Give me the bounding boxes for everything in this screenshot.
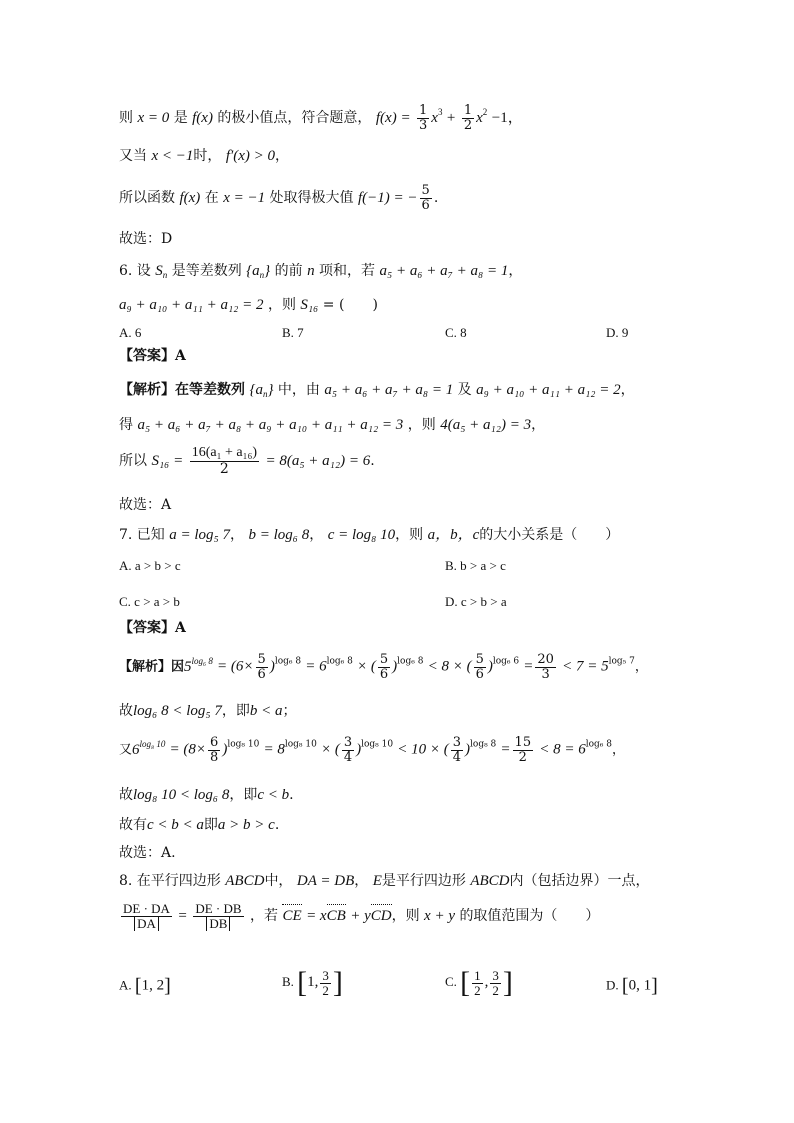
text: 中，由 <box>277 382 320 398</box>
math: f(x) <box>192 110 213 127</box>
text: ， <box>508 263 523 279</box>
text: ， <box>230 527 245 543</box>
q6-answer <box>119 348 186 365</box>
math <box>155 263 167 279</box>
text: ， <box>634 659 648 675</box>
math: c < b < a <box>147 817 204 833</box>
math: = (8× <box>169 741 207 758</box>
numerator: 5 <box>475 652 484 667</box>
math: b = log₆ 8 <box>248 527 310 543</box>
bracket: ] <box>332 966 343 999</box>
math: = <box>500 741 511 758</box>
text: 及 <box>457 382 472 398</box>
q7-solution-1 <box>119 653 648 681</box>
numerator: 3 <box>492 967 499 983</box>
base: 6 <box>132 741 140 758</box>
text: ，则 <box>267 297 296 313</box>
math: × ( <box>357 658 376 675</box>
math: = (6× <box>217 658 254 675</box>
option-label: C. c > a > b <box>119 594 180 609</box>
vector: CE <box>282 908 302 925</box>
math <box>431 107 443 127</box>
math: = 6 <box>305 658 327 675</box>
option-label: D. <box>606 977 619 993</box>
q6-solution-2 <box>119 416 545 434</box>
numerator: 3 <box>343 735 353 750</box>
answer-choice-5 <box>119 231 172 248</box>
denominator: 2 <box>474 982 481 998</box>
option-label: A. a > b > c <box>119 558 181 573</box>
math: f(x) <box>179 190 201 207</box>
q7-option-b[interactable] <box>445 558 506 574</box>
line-derivative <box>119 147 289 165</box>
exp: 2 <box>482 107 488 118</box>
var: S <box>155 263 163 279</box>
question-8 <box>119 872 649 890</box>
math <box>476 107 488 127</box>
math: < 10 × ( <box>397 741 449 758</box>
math: log₈ 10 < log₆ 8 <box>133 787 230 803</box>
q7-solution-4 <box>119 786 294 804</box>
math: S₁₆ <box>300 297 319 313</box>
math: a₉ + a₁₀ + a₁₁ + a₁₂ = 2 <box>476 382 621 398</box>
sub: n <box>162 270 168 280</box>
math: x < −1 <box>151 148 194 164</box>
math: a₅ + a₆ + a₇ + a₈ = 1 <box>324 382 454 398</box>
fraction <box>490 969 501 997</box>
exp: log₈ 10 <box>227 739 260 750</box>
q7-option-c[interactable] <box>119 594 180 610</box>
denominator <box>121 917 172 931</box>
numerator: 20 <box>537 652 554 667</box>
option-label: D. 9 <box>606 325 629 340</box>
exp: log₈ 10 <box>139 738 166 749</box>
var: x <box>431 110 438 127</box>
math: E <box>372 873 382 889</box>
question-6 <box>119 262 522 281</box>
var: {a <box>249 382 263 398</box>
q6-option-b[interactable] <box>282 325 304 341</box>
text: 8. 在平行四边形 <box>119 873 221 889</box>
denominator: 2 <box>463 117 473 133</box>
text: 所以 <box>119 453 147 470</box>
q7-solution-2 <box>119 702 297 720</box>
text: 内（包括边界）一点， <box>509 873 650 889</box>
text: 的极小值点，符合题意， <box>217 110 372 127</box>
q8-option-a[interactable] <box>119 975 171 998</box>
bracket: [ <box>134 975 142 997</box>
math: c < b <box>257 787 290 803</box>
numerator: DE · DA <box>123 901 170 916</box>
fraction <box>121 902 172 930</box>
text: ，则 <box>407 417 436 433</box>
fraction <box>320 969 331 997</box>
numerator: 5 <box>421 183 430 198</box>
denominator: 2 <box>322 982 329 998</box>
math: = x <box>306 908 327 925</box>
fraction <box>417 104 429 132</box>
fraction <box>474 653 486 681</box>
numerator: 15 <box>514 735 532 750</box>
text: ，若 <box>249 908 278 925</box>
denominator: 6 <box>257 666 266 682</box>
text: 项和，若 <box>319 263 376 279</box>
magnitude: DB <box>206 916 230 931</box>
text: 的大小关系是（ ） <box>479 527 620 543</box>
text: ，即 <box>229 787 258 803</box>
text: 故选：A. <box>119 845 176 861</box>
denominator: 6 <box>421 197 430 213</box>
text: ， <box>612 742 626 758</box>
var: } <box>264 263 271 279</box>
text: ， <box>620 382 635 398</box>
denominator: 6 <box>475 666 484 682</box>
math: ) <box>392 658 398 675</box>
text: 【答案】A <box>119 620 186 636</box>
text: 即 <box>203 817 218 833</box>
bracket: [ <box>621 975 629 997</box>
q6-option-c[interactable] <box>445 325 467 341</box>
numerator: 1 <box>463 103 473 118</box>
math: a₅ + a₆ + a₇ + a₈ = 1 <box>379 263 509 279</box>
vector: CB <box>326 908 346 925</box>
fraction <box>420 184 432 212</box>
line-max-value <box>119 184 438 212</box>
text: 中， <box>264 873 293 889</box>
math: ) <box>269 658 275 675</box>
sub: n <box>262 389 268 399</box>
math: S₁₆ = <box>151 453 184 470</box>
vector: CD <box>370 908 392 925</box>
math: 4(a₅ + a₁₂) = 3 <box>440 417 532 433</box>
base: 5 <box>184 658 192 675</box>
option-label: B. 7 <box>282 325 304 340</box>
text: . <box>274 817 280 833</box>
math: ABCD <box>225 873 265 889</box>
option-label: D. c > b > a <box>445 594 507 609</box>
option-label: B. <box>282 973 294 989</box>
option-label: A. 6 <box>119 325 142 340</box>
denominator: 2 <box>219 460 229 477</box>
text: 故选：A <box>119 497 172 513</box>
bracket: [ <box>297 966 308 999</box>
op: = <box>178 908 187 925</box>
var: {a <box>246 263 260 279</box>
op: + <box>446 110 456 127</box>
q6-solution-3 <box>119 446 375 476</box>
text: ， <box>309 527 324 543</box>
fraction <box>462 104 474 132</box>
option-value: 1, 2 <box>141 977 165 994</box>
text: 所以函数 <box>119 190 175 207</box>
magnitude: DA <box>134 916 159 931</box>
text: ，则 <box>391 908 420 925</box>
line-conclusion-min <box>119 104 523 132</box>
numerator: 3 <box>322 967 329 983</box>
q6-option-a[interactable] <box>119 325 141 341</box>
bracket: [ <box>460 966 471 999</box>
math: log₆ 8 < log₅ 7 <box>133 703 222 719</box>
text: 时， <box>193 148 222 164</box>
math: ) <box>356 741 362 758</box>
option-label: A. <box>119 977 132 993</box>
exp: log₆ 8 <box>397 656 424 667</box>
math: f(−1) = − <box>358 190 418 207</box>
text: 又 <box>119 742 133 758</box>
math: = 8(a₅ + a₁₂) = 6 <box>265 453 371 470</box>
denominator <box>193 917 243 931</box>
text: ， <box>531 417 546 433</box>
math <box>249 382 273 398</box>
exp: log₈ 8 <box>470 739 497 750</box>
text: 故 <box>119 787 133 803</box>
math: x = 0 <box>137 110 170 127</box>
text: . <box>370 453 375 470</box>
exp: log₈ 10 <box>284 739 317 750</box>
numerator: 5 <box>257 652 266 667</box>
exp: log₆ 8 <box>326 656 353 667</box>
denominator: 6 <box>379 666 389 682</box>
text: 【解析】因 <box>119 659 185 675</box>
q8-option-b[interactable] <box>282 966 343 1000</box>
text: ， <box>275 148 290 164</box>
comma: , <box>484 973 489 990</box>
fraction <box>208 736 220 764</box>
text: 是 <box>173 110 188 127</box>
q7-solution-3 <box>119 736 625 764</box>
option-value: 0, 1 <box>628 977 652 994</box>
math: f′(x) > 0 <box>225 148 276 164</box>
bracket: ] <box>164 975 171 997</box>
math: ) <box>487 658 493 675</box>
math: b < a <box>249 703 283 719</box>
text: 在 <box>204 190 219 207</box>
question-8-cont <box>119 902 599 930</box>
math <box>184 655 213 675</box>
exp: log₆ 6 <box>492 656 520 667</box>
numerator: 16(a₁ + a₁₆) <box>191 445 258 460</box>
fraction <box>513 736 534 764</box>
numerator: 6 <box>210 735 219 750</box>
numerator: DE · DB <box>195 901 242 916</box>
numerator: 1 <box>419 103 428 118</box>
bracket: ] <box>502 966 513 999</box>
math: n <box>307 263 315 279</box>
denominator: 2 <box>492 982 499 998</box>
denominator: 4 <box>452 749 462 765</box>
denominator: 3 <box>541 666 550 682</box>
text: 故选：D <box>119 231 173 247</box>
denominator: 4 <box>343 749 353 765</box>
text: 的前 <box>274 263 303 279</box>
math: ) <box>465 741 471 758</box>
text: 的取值范围为（ ） <box>459 908 600 925</box>
math: + y <box>350 908 371 925</box>
question-6-cont <box>119 296 378 314</box>
fraction <box>535 653 556 681</box>
math: < 8 = 6 <box>539 741 586 758</box>
question-7 <box>119 526 619 544</box>
exp: log₆ 8 <box>191 655 213 666</box>
option-label: C. <box>445 973 457 989</box>
option-label: B. b > a > c <box>445 558 506 573</box>
q8-option-d[interactable] <box>606 975 658 998</box>
math: −1， <box>491 110 523 127</box>
bracket: ] <box>651 975 658 997</box>
text: 得 <box>119 417 133 433</box>
math: a = log₅ 7 <box>169 527 231 543</box>
math: = <box>523 658 534 675</box>
math: < 8 × ( <box>427 658 472 675</box>
q7-option-a[interactable] <box>119 558 181 574</box>
option-value: 1, <box>307 973 319 990</box>
fraction <box>190 446 259 476</box>
text: . <box>289 787 294 803</box>
fraction <box>193 902 243 930</box>
text: = ( ) <box>322 297 378 313</box>
exp: log₆ 8 <box>585 739 612 750</box>
numerator: 3 <box>452 735 462 750</box>
exp: 3 <box>437 107 443 118</box>
option-label: C. 8 <box>445 325 467 340</box>
math: a₅ + a₆ + a₇ + a₈ + a₉ + a₁₀ + a₁₁ + a₁₂ = 3 <box>137 417 404 433</box>
fraction <box>451 736 463 764</box>
math: < 7 = 5 <box>562 658 609 675</box>
q7-answer <box>119 620 186 637</box>
exp: log₈ 10 <box>361 739 394 750</box>
q7-solution-5 <box>119 816 279 834</box>
text: 故有 <box>119 817 147 833</box>
text: 是平行四边形 <box>381 873 466 889</box>
math <box>132 738 166 758</box>
fraction <box>256 653 268 681</box>
q6-option-d[interactable] <box>606 325 628 341</box>
math: a > b > c <box>217 817 275 833</box>
math: × ( <box>320 741 340 758</box>
exp: log₅ 7 <box>608 656 635 667</box>
sub: n <box>259 270 265 280</box>
math: f(x) = <box>375 110 411 127</box>
var: } <box>267 382 274 398</box>
math: ABCD <box>470 873 510 889</box>
q6-solution-1 <box>119 381 635 400</box>
fraction <box>378 653 390 681</box>
text: ， <box>354 873 369 889</box>
var: x <box>476 110 483 127</box>
text: 6. 设 <box>119 263 151 279</box>
math <box>246 263 270 279</box>
text: 【解析】在等差数列 <box>119 382 245 398</box>
math: c = log₈ 10 <box>327 527 396 543</box>
text: ，则 <box>395 527 424 543</box>
q7-option-d[interactable] <box>445 594 507 610</box>
math: DA = DB <box>296 873 355 889</box>
denominator: 3 <box>419 117 428 133</box>
denominator: 2 <box>518 749 527 765</box>
text: 7. 已知 <box>119 527 165 543</box>
q8-option-c[interactable] <box>445 966 513 1000</box>
math: ) <box>222 741 228 758</box>
q6-end <box>119 497 171 514</box>
q7-end <box>119 845 176 862</box>
text: 又当 <box>119 148 147 164</box>
numerator: 5 <box>379 652 389 667</box>
text: ，即 <box>221 703 250 719</box>
text: 则 <box>119 110 133 127</box>
text: 是等差数列 <box>171 263 242 279</box>
exp: log₆ 8 <box>274 656 302 667</box>
math: x + y <box>424 908 455 925</box>
text: . <box>433 190 439 207</box>
math: a₉ + a₁₀ + a₁₁ + a₁₂ = 2 <box>119 297 264 313</box>
denominator: 8 <box>210 749 219 765</box>
numerator: 1 <box>474 967 481 983</box>
text: 故 <box>119 703 133 719</box>
text: 处取得极大值 <box>269 190 354 207</box>
math: a，b，c <box>427 527 480 543</box>
math: = 8 <box>263 741 285 758</box>
math: x = −1 <box>223 190 266 207</box>
fraction <box>472 969 483 997</box>
fraction <box>342 736 354 764</box>
text: ； <box>282 703 297 719</box>
text: 【答案】A <box>119 348 186 364</box>
